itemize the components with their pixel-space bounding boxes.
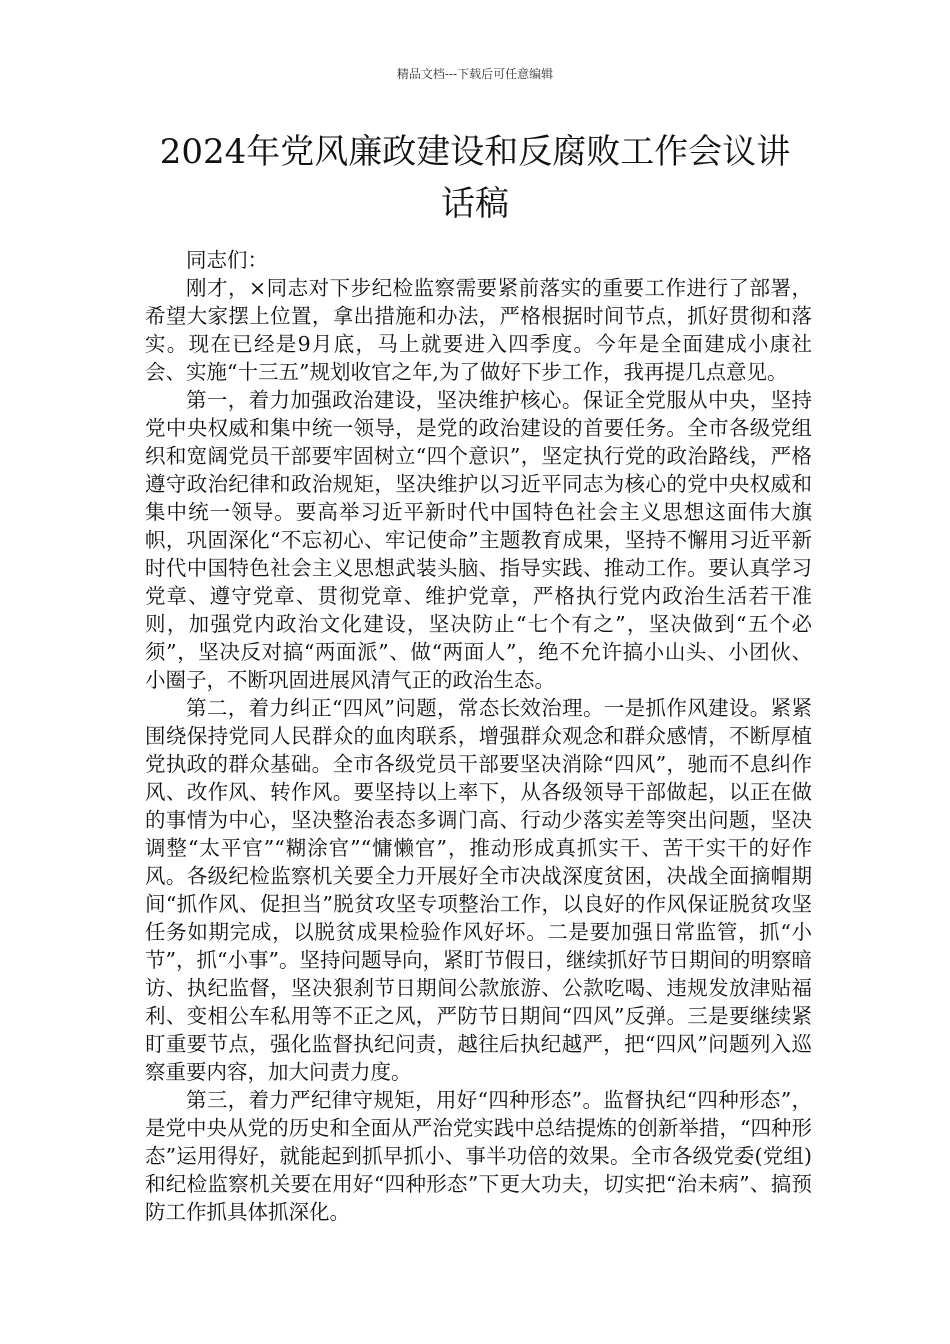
title-line-2: 话稿 bbox=[441, 184, 509, 224]
paragraph-third-point: 第三，着力严纪律守规矩，用好“四种形态”。监督执纪“四种形态”，是党中央从党的历史和全面从严治党实践中总结提炼的创新举措，“四种形态”运用得好，就能起到抓早抓小、事半功倍的效果。全市各级党委(党组)和纪检监察机关要在用好“四种形态”下更大功夫，切实把“治未病”、搞预防工作抓具体抓深化。 bbox=[145, 1088, 812, 1224]
header-note: 精品文档---下载后可任意编辑 bbox=[396, 67, 554, 81]
paragraph-first-point: 第一，着力加强政治建设，坚决维护核心。保证全党服从中央，坚持党中央权威和集中统一领导，是党的政治建设的首要任务。全市各级党组织和宽阔党员干部要牢固树立“四个意识”，坚定执行党的政治路线，严格遵守政治纪律和政治规矩，坚决维护以习近平同志为核心的党中央权威和集中统一领导。要高举习近平新时代中国特色社会主义思想这面伟大旗帜，巩固深化“不忘初心、牢记使命”主题教育成果，坚持不懈用习近平新时代中国特色社会主义思想武装头脑、指导实践、推动工作。要认真学习党章、遵守党章、贯彻党章、维护党章，严格执行党内政治生活若干准则，加强党内政治文化建设，坚决防止“七个有之”，坚决做到“五个必须”，坚决反对搞“两面派”、做“两面人”，绝不允许搞小山头、小团伙、小圈子，不断巩固进展风清气正的政治生态。 bbox=[145, 388, 812, 692]
paragraph-second-point: 第二，着力纠正“四风”问题，常态长效治理。一是抓作风建设。紧紧围绕保持党同人民群众的血肉联系，增强群众观念和群众感情，不断厚植党执政的群众基础。全市各级党员干部要坚决消除“四风”，驰而不息纠作风、改作风、转作风。要坚持以上率下，从各级领导干部做起，以正在做的事情为中心，坚决整治表态多调门高、行动少落实差等突出问题，坚决调整“太平官”“糊涂官”“慵懒官”，推动形成真抓实干、苦干实干的好作风。各级纪检监察机关要全力开展好全市决战深度贫困，决战全面摘帽期间“抓作风、促担当”脱贫攻坚专项整治工作，以良好的作风保证脱贫攻坚任务如期完成，以脱贫成果检验作风好坏。二是要加强日常监管，抓“小节”，抓“小事”。坚持问题导向，紧盯节假日，继续抓好节日期间的明察暗访、执纪监督，坚决狠刹节日期间公款旅游、公款吃喝、违规发放津贴福利、变相公车私用等不正之风，严防节日期间“四风”反弹。三是要继续紧盯重要节点，强化监督执纪问责，越往后执纪越严，把“四风”问题列入巡察重要内容，加大问责力度。 bbox=[145, 696, 812, 1084]
salutation: 同志们： bbox=[186, 248, 268, 272]
document-body bbox=[145, 246, 812, 1226]
title-line-1: 2024年党风廉政建设和反腐败工作会议讲 bbox=[159, 132, 791, 172]
document-title bbox=[130, 126, 820, 230]
paragraph-intro: 刚才，×同志对下步纪检监察需要紧前落实的重要工作进行了部署，希望大家摆上位置，拿出措施和办法，严格根据时间节点，抓好贯彻和落实。现在已经是9月底，马上就要进入四季度。今年是全面建成小康社会、实施“十三五”规划收官之年,为了做好下步工作，我再提几点意见。 bbox=[145, 276, 812, 384]
